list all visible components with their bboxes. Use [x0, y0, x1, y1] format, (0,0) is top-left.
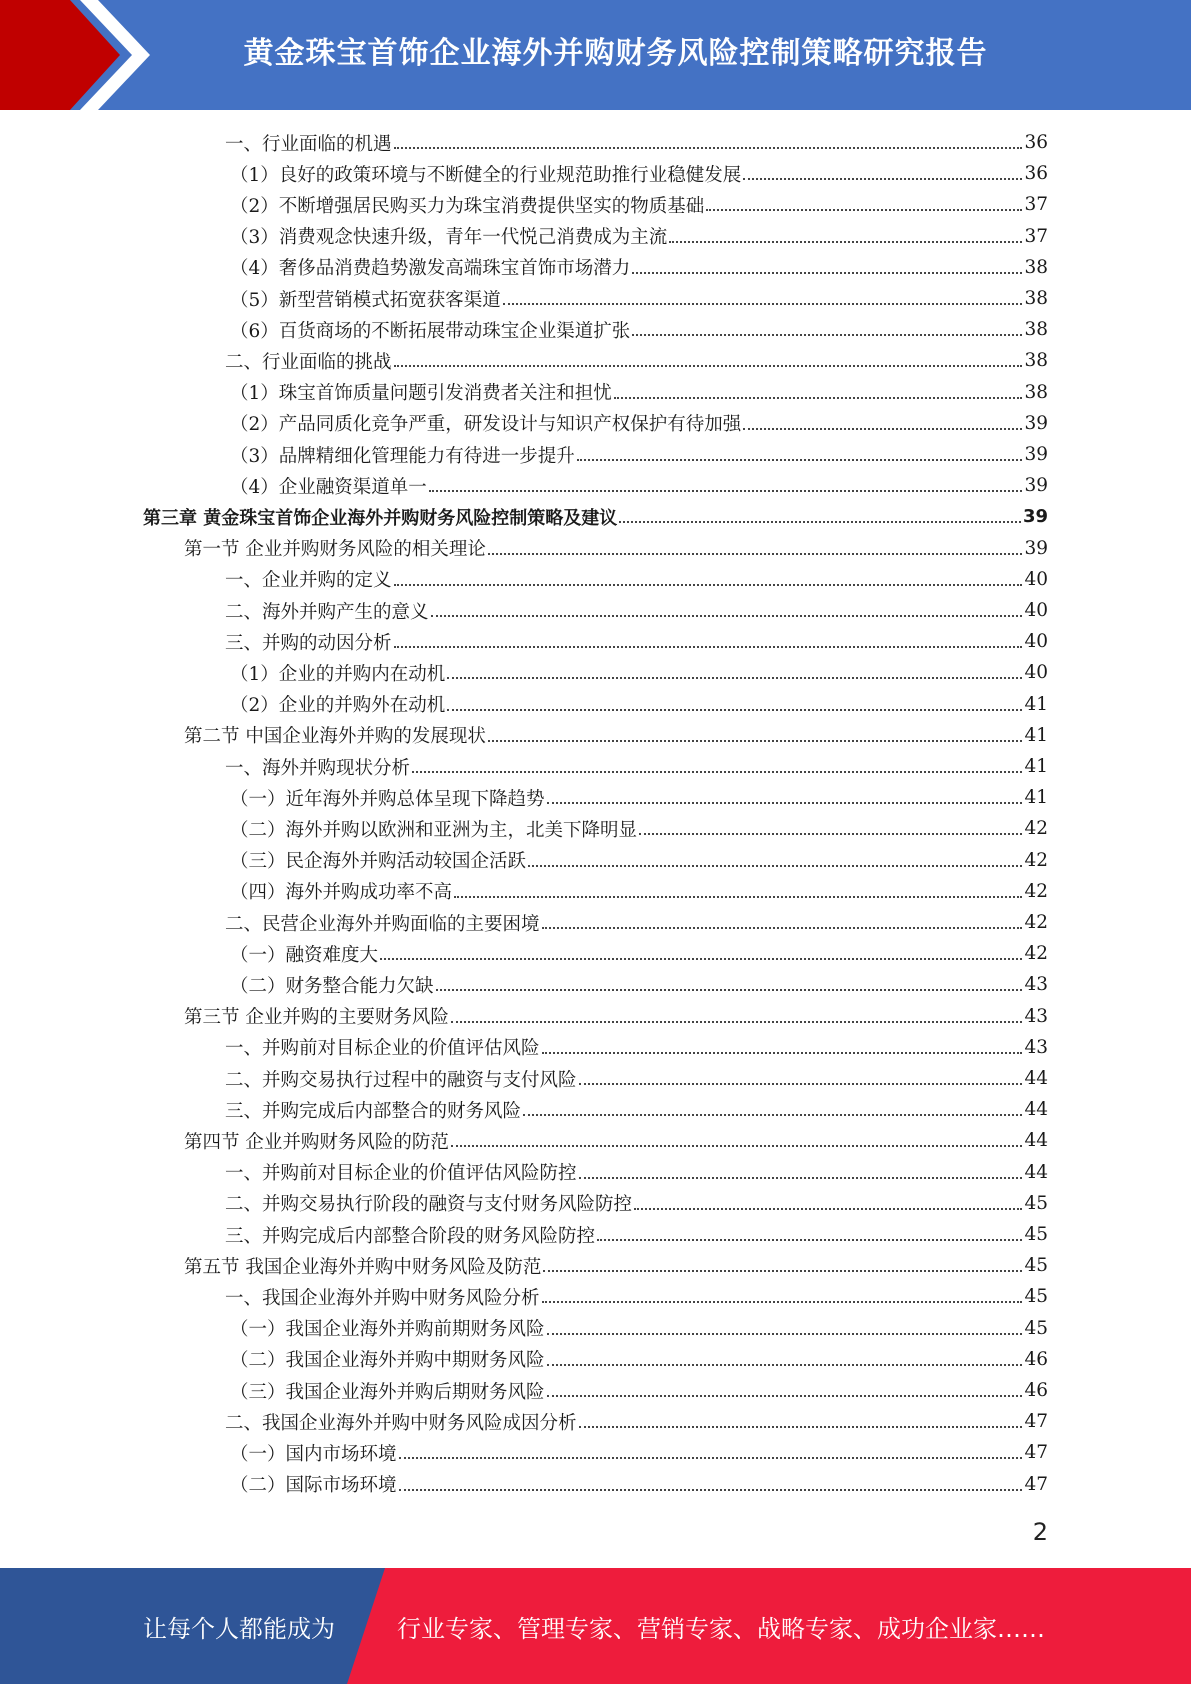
toc-entry-label: （一）我国企业海外并购前期财务风险 — [230, 1319, 545, 1341]
toc-entry[interactable] — [225, 626, 1048, 657]
toc-dot-leader — [429, 489, 1023, 492]
toc-dot-leader — [394, 583, 1023, 586]
toc-entry[interactable] — [143, 501, 1048, 532]
toc-entry-page: 45 — [1024, 1192, 1048, 1214]
toc-entry-page: 46 — [1024, 1348, 1048, 1370]
toc-entry[interactable] — [230, 439, 1048, 470]
toc-entry-label: 第五节 我国企业海外并购中财务风险及防范 — [184, 1256, 542, 1278]
toc-entry-page: 41 — [1024, 693, 1048, 715]
toc-dot-leader — [632, 333, 1022, 336]
toc-entry-label: （2）产品同质化竞争严重，研发设计与知识产权保护有待加强 — [230, 414, 742, 436]
toc-entry-label: 第三章 黄金珠宝首饰企业海外并购财务风险控制策略及建议 — [143, 507, 618, 529]
toc-entry-page: 36 — [1024, 132, 1048, 153]
toc-dot-leader — [412, 770, 1022, 773]
toc-dot-leader — [431, 614, 1023, 617]
toc-entry[interactable] — [225, 1281, 1048, 1312]
toc-entry[interactable] — [230, 1469, 1048, 1500]
toc-entry[interactable] — [230, 408, 1048, 439]
page-footer — [0, 1568, 1191, 1684]
toc-entry[interactable] — [230, 657, 1048, 688]
toc-entry-label: 二、行业面临的挑战 — [225, 351, 392, 373]
toc-dot-leader — [547, 1394, 1023, 1397]
toc-entry-label: 三、并购的动因分析 — [225, 632, 392, 654]
toc-entry-label: 三、并购完成后内部整合阶段的财务风险防控 — [225, 1225, 596, 1247]
toc-entry-label: 第四节 企业并购财务风险的防范 — [184, 1131, 449, 1153]
toc-dot-leader — [542, 1300, 1023, 1303]
toc-entry-label: 一、并购前对目标企业的价值评估风险 — [225, 1038, 540, 1060]
toc-entry-label: （二）国际市场环境 — [230, 1475, 397, 1497]
toc-entry-page: 44 — [1024, 1068, 1048, 1089]
toc-entry-label: 一、企业并购的定义 — [225, 570, 392, 592]
toc-entry-page: 37 — [1024, 225, 1048, 247]
toc-dot-leader — [639, 832, 1022, 835]
toc-dot-leader — [579, 1425, 1023, 1428]
toc-entry-label: （5）新型营销模式拓宽获客渠道 — [230, 289, 501, 311]
toc-entry[interactable] — [225, 751, 1048, 782]
toc-entry[interactable] — [230, 813, 1048, 844]
toc-entry[interactable] — [184, 1250, 1048, 1281]
toc-entry[interactable] — [184, 1125, 1048, 1156]
toc-entry-page: 38 — [1024, 288, 1048, 309]
toc-entry-page: 44 — [1024, 1161, 1048, 1183]
toc-entry[interactable] — [230, 189, 1048, 220]
toc-entry[interactable] — [230, 252, 1048, 283]
toc-entry-label: （二）海外并购以欧洲和亚洲为主，北美下降明显 — [230, 819, 638, 841]
toc-entry-page: 38 — [1024, 319, 1048, 341]
toc-entry-label: （4）奢侈品消费趋势激发高端珠宝首饰市场潜力 — [230, 258, 631, 280]
toc-entry[interactable] — [184, 533, 1048, 564]
toc-entry-page: 44 — [1024, 1130, 1048, 1152]
toc-dot-leader — [619, 520, 1021, 523]
toc-entry-page: 40 — [1024, 631, 1048, 653]
toc-entry-page: 43 — [1024, 974, 1048, 996]
toc-entry-label: （3）消费观念快速升级，青年一代悦己消费成为主流 — [230, 227, 668, 249]
toc-entry-label: 一、我国企业海外并购中财务风险分析 — [225, 1287, 540, 1309]
toc-dot-leader — [547, 1332, 1023, 1335]
toc-entry[interactable] — [225, 907, 1048, 938]
toc-dot-leader — [706, 208, 1022, 211]
toc-entry-label: 第二节 中国企业海外并购的发展现状 — [184, 726, 486, 748]
toc-dot-leader — [542, 926, 1023, 929]
toc-entry[interactable] — [225, 1094, 1048, 1125]
toc-dot-leader — [528, 864, 1022, 867]
toc-dot-leader — [547, 1363, 1023, 1366]
toc-entry-page: 44 — [1024, 1099, 1048, 1121]
toc-entry-page: 39 — [1024, 412, 1048, 434]
toc-dot-leader — [579, 1082, 1023, 1085]
toc-entry[interactable] — [230, 782, 1048, 813]
toc-entry[interactable] — [225, 127, 1048, 158]
toc-entry-page: 39 — [1024, 537, 1048, 559]
toc-entry-page: 45 — [1024, 1224, 1048, 1245]
toc-dot-leader — [632, 271, 1022, 274]
toc-entry[interactable] — [230, 221, 1048, 252]
footer-slogan-left: 让每个人都能成为 — [143, 1614, 335, 1643]
toc-entry-page: 40 — [1024, 600, 1048, 621]
toc-dot-leader — [380, 957, 1022, 960]
toc-entry-page: 42 — [1024, 943, 1048, 965]
toc-entry[interactable] — [230, 938, 1048, 969]
toc-entry-page: 47 — [1024, 1442, 1048, 1464]
toc-entry-page: 36 — [1024, 163, 1048, 185]
toc-dot-leader — [577, 458, 1023, 461]
toc-entry[interactable] — [230, 1437, 1048, 1468]
toc-dot-leader — [451, 1144, 1023, 1147]
toc-dot-leader — [394, 645, 1023, 648]
toc-entry-label: 二、民营企业海外并购面临的主要困境 — [225, 913, 540, 935]
toc-entry-label: 第三节 企业并购的主要财务风险 — [184, 1007, 449, 1029]
toc-entry-page: 41 — [1024, 724, 1048, 746]
toc-dot-leader — [394, 146, 1023, 149]
toc-entry[interactable] — [184, 1001, 1048, 1032]
toc-entry[interactable] — [225, 1406, 1048, 1437]
toc-entry[interactable] — [225, 595, 1048, 626]
toc-entry[interactable] — [230, 876, 1048, 907]
toc-dot-leader — [503, 302, 1023, 305]
page-number: 2 — [1032, 1518, 1048, 1546]
toc-entry-page: 47 — [1024, 1473, 1048, 1495]
toc-entry[interactable] — [230, 689, 1048, 720]
toc-dot-leader — [542, 1051, 1023, 1054]
toc-entry[interactable] — [230, 283, 1048, 314]
toc-entry-page: 42 — [1024, 818, 1048, 840]
toc-entry-label: （二）财务整合能力欠缺 — [230, 975, 434, 997]
toc-dot-leader — [634, 1207, 1022, 1210]
toc-entry-page: 40 — [1024, 568, 1048, 590]
toc-entry-label: （一）国内市场环境 — [230, 1443, 397, 1465]
toc-entry[interactable] — [230, 1375, 1048, 1406]
toc-entry-label: （一）近年海外并购总体呈现下降趋势 — [230, 788, 545, 810]
toc-entry-label: （一）融资难度大 — [230, 944, 379, 966]
toc-entry-page: 38 — [1024, 256, 1048, 278]
toc-entry-page: 39 — [1024, 444, 1048, 465]
toc-entry-label: 二、海外并购产生的意义 — [225, 601, 429, 623]
toc-entry-label: （1）良好的政策环境与不断健全的行业规范助推行业稳健发展 — [230, 164, 742, 186]
toc-entry-page: 42 — [1024, 912, 1048, 933]
toc-entry-label: 二、并购交易执行过程中的融资与支付风险 — [225, 1069, 577, 1091]
toc-entry[interactable] — [230, 314, 1048, 345]
toc-dot-leader — [447, 676, 1022, 679]
toc-dot-leader — [614, 396, 1023, 399]
toc-entry[interactable] — [225, 1063, 1048, 1094]
toc-entry-page: 45 — [1024, 1317, 1048, 1339]
toc-entry-page: 45 — [1024, 1255, 1048, 1277]
toc-dot-leader — [547, 801, 1023, 804]
toc-entry-label: （2）不断增强居民购买力为珠宝消费提供坚实的物质基础 — [230, 195, 705, 217]
toc-entry-label: 二、并购交易执行阶段的融资与支付财务风险防控 — [225, 1194, 633, 1216]
toc-dot-leader — [669, 240, 1022, 243]
toc-dot-leader — [743, 177, 1022, 180]
toc-dot-leader — [743, 427, 1022, 430]
toc-entry-label: （三）民企海外并购活动较国企活跃 — [230, 851, 527, 873]
toc-dot-leader — [579, 1176, 1023, 1179]
toc-entry-page: 41 — [1024, 756, 1048, 777]
toc-dot-leader — [394, 364, 1023, 367]
toc-entry-page: 39 — [1024, 475, 1048, 497]
toc-entry-page: 38 — [1024, 350, 1048, 372]
toc-dot-leader — [597, 1238, 1022, 1241]
toc-entry[interactable] — [225, 1032, 1048, 1063]
toc-entry-page: 42 — [1024, 880, 1048, 902]
toc-entry[interactable] — [225, 345, 1048, 376]
toc-entry-page: 43 — [1024, 1005, 1048, 1027]
toc-entry[interactable] — [230, 845, 1048, 876]
toc-entry-label: 一、并购前对目标企业的价值评估风险防控 — [225, 1163, 577, 1185]
toc-entry-page: 42 — [1024, 849, 1048, 871]
toc-entry-page: 47 — [1024, 1411, 1048, 1433]
toc-entry-label: 第一节 企业并购财务风险的相关理论 — [184, 539, 486, 561]
toc-entry[interactable] — [225, 1219, 1048, 1250]
toc-entry-label: （3）品牌精细化管理能力有待进一步提升 — [230, 445, 575, 467]
toc-entry-label: （三）我国企业海外并购后期财务风险 — [230, 1381, 545, 1403]
toc-dot-leader — [399, 1456, 1023, 1459]
toc-dot-leader — [488, 552, 1023, 555]
toc-entry-label: （6）百货商场的不断拓展带动珠宝企业渠道扩张 — [230, 320, 631, 342]
toc-dot-leader — [488, 739, 1023, 742]
toc-dot-leader — [399, 1488, 1023, 1491]
document-title: 黄金珠宝首饰企业海外并购财务风险控制策略研究报告 — [243, 36, 988, 71]
toc-entry-label: （四）海外并购成功率不高 — [230, 882, 453, 904]
toc-entry[interactable] — [230, 470, 1048, 501]
toc-entry-page: 37 — [1024, 194, 1048, 216]
toc-entry-page: 45 — [1024, 1286, 1048, 1308]
toc-entry[interactable] — [230, 969, 1048, 1000]
toc-entry-page: 39 — [1022, 506, 1048, 528]
toc-entry-page: 40 — [1024, 662, 1048, 684]
footer-slogan-right: 行业专家、管理专家、营销专家、战略专家、成功企业家…… — [397, 1614, 1045, 1643]
toc-entry-page: 43 — [1024, 1036, 1048, 1058]
toc-entry[interactable] — [230, 1313, 1048, 1344]
toc-entry-page: 46 — [1024, 1380, 1048, 1401]
toc-dot-leader — [447, 708, 1022, 711]
toc-entry[interactable] — [225, 1157, 1048, 1188]
toc-dot-leader — [436, 988, 1023, 991]
toc-entry-label: 三、并购完成后内部整合的财务风险 — [225, 1100, 522, 1122]
toc-entry[interactable] — [230, 377, 1048, 408]
toc-entry-label: （4）企业融资渠道单一 — [230, 476, 427, 498]
toc-entry[interactable] — [230, 1344, 1048, 1375]
toc-entry-label: （1）企业的并购内在动机 — [230, 663, 446, 685]
toc-entry-page: 41 — [1024, 787, 1048, 809]
toc-entry[interactable] — [225, 564, 1048, 595]
toc-entry-label: 二、我国企业海外并购中财务风险成因分析 — [225, 1412, 577, 1434]
toc-entry-label: 一、海外并购现状分析 — [225, 757, 411, 779]
toc-entry-label: （1）珠宝首饰质量问题引发消费者关注和担忧 — [230, 383, 612, 405]
toc-entry-label: （二）我国企业海外并购中期财务风险 — [230, 1350, 545, 1372]
toc-entry-page: 38 — [1024, 381, 1048, 403]
toc-dot-leader — [523, 1113, 1022, 1116]
toc-dot-leader — [454, 895, 1022, 898]
toc-dot-leader — [451, 1020, 1023, 1023]
toc-entry-label: 一、行业面临的机遇 — [225, 133, 392, 155]
toc-entry-label: （2）企业的并购外在动机 — [230, 695, 446, 717]
toc-dot-leader — [543, 1269, 1022, 1272]
toc-entry[interactable] — [225, 1188, 1048, 1219]
toc-entry[interactable] — [230, 158, 1048, 189]
page-header — [0, 0, 1191, 110]
toc-entry[interactable] — [184, 720, 1048, 751]
